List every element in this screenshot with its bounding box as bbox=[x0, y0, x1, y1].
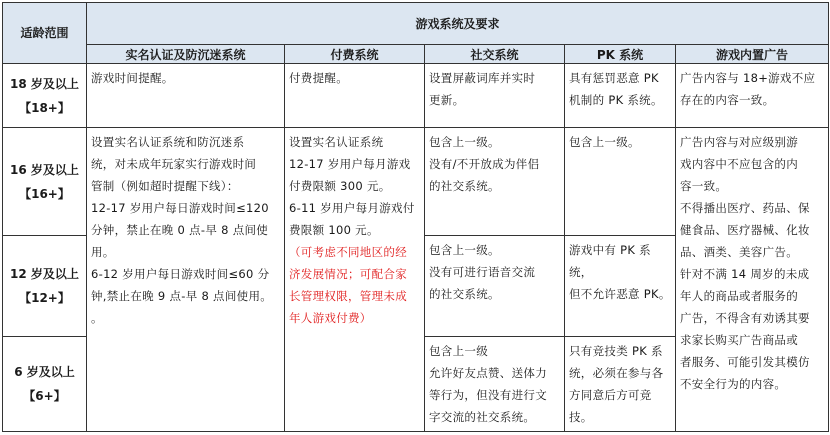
age-tag: 【6+】 bbox=[23, 388, 66, 403]
cell-text: 具有惩罚恶意 PK 机制的 PK 系统。 bbox=[569, 70, 663, 107]
social-cell bbox=[425, 336, 565, 431]
payment-cell bbox=[285, 63, 425, 128]
anti-addiction-cell bbox=[87, 63, 285, 128]
payment-note: （可考虑不同地区的经 济发展情况；可配合家 长管理权限，管理未成 年人游戏付费） bbox=[289, 245, 407, 326]
cell-text: 只有竞技类 PK 系 统，必须在参与各 方同意后方可竞 技。 bbox=[569, 343, 664, 424]
age-tag: 【12+】 bbox=[19, 290, 70, 305]
cell-text: 包含上一级。 没有/不开放成为伴侣 的社交系统。 bbox=[429, 135, 540, 194]
cell-text: 包含上一级。 bbox=[569, 135, 640, 150]
cell-text: 设置实名认证系统 12-17 岁用户每月游戏 付费限额 300 元。 6-11 岁用户每月游戏付 费限额 100 元。 bbox=[289, 135, 415, 238]
system-requirements-header: 游戏系统及要求 bbox=[87, 3, 829, 45]
col-header-anti-addiction: 实名认证及防沉迷系统 bbox=[87, 45, 285, 63]
cell-text: 设置实名认证系统和防沉迷系 统，对未成年玩家实行游戏时间 管制（例如超时提醒下线）： 12-17 岁用户每日游戏时间≤120 分钟，禁止在晚 0 点-早 8 点间使 用。 6-12 岁用户每日游戏时间≤60 分 钟,禁止在晚 9 点-早 8 点间使用。 。 bbox=[91, 135, 273, 326]
anti-addiction-merged-cell bbox=[87, 128, 285, 432]
cell-text: 包含上一级 允许好友点赞、送体力 等行为，但没有进行文 字交流的社交系统。 bbox=[429, 343, 547, 424]
pk-cell bbox=[565, 336, 676, 431]
age-label: 6 岁及以上 bbox=[14, 364, 75, 379]
social-cell bbox=[425, 63, 565, 128]
col-header-ads: 游戏内置广告 bbox=[676, 45, 829, 63]
cell-text: 付费提醒。 bbox=[289, 70, 348, 85]
pk-cell bbox=[565, 235, 676, 336]
age-range-header: 适龄范围 bbox=[3, 3, 87, 64]
requirements-table bbox=[2, 2, 829, 432]
ads-merged-cell bbox=[676, 128, 829, 432]
social-cell bbox=[425, 235, 565, 336]
age-label: 12 岁及以上 bbox=[10, 266, 79, 281]
pk-cell bbox=[565, 63, 676, 128]
cell-text: 广告内容与对应级别游 戏内容中不应包含的内 容一致。 不得播出医疗、药品、保 健食品、医疗器械、化妆 品、酒类、美容广告。 针对不满 14 周岁的未成 年人的商品或者服务的 广告，不得含有劝诱其要 求家长购买广告商品或 者服务、可能引发其模仿 不安全行为的内容。 bbox=[680, 135, 810, 392]
col-header-pk: PK 系统 bbox=[565, 45, 676, 63]
age-label: 18 岁及以上 bbox=[10, 76, 79, 91]
social-cell bbox=[425, 128, 565, 235]
cell-text: 游戏中有 PK 系统， 但不允许恶意 PK。 bbox=[569, 242, 671, 301]
age-tag: 【18+】 bbox=[19, 100, 70, 115]
age-label: 16 岁及以上 bbox=[10, 162, 79, 177]
ads-cell bbox=[676, 63, 829, 128]
age-cell-12 bbox=[3, 235, 87, 336]
age-cell-6 bbox=[3, 336, 87, 431]
age-tag: 【16+】 bbox=[19, 186, 70, 201]
cell-text: 游戏时间提醒。 bbox=[91, 70, 174, 85]
payment-merged-cell bbox=[285, 128, 425, 432]
age-cell-18 bbox=[3, 63, 87, 128]
table-row bbox=[3, 128, 829, 235]
age-cell-16 bbox=[3, 128, 87, 235]
cell-text: 广告内容与 18+游戏不应 存在的内容一致。 bbox=[680, 70, 816, 107]
table-row bbox=[3, 63, 829, 128]
col-header-payment: 付费系统 bbox=[285, 45, 425, 63]
cell-text: 设置屏蔽词库并实时 更新。 bbox=[429, 70, 536, 107]
pk-cell bbox=[565, 128, 676, 235]
cell-text: 包含上一级。 没有可进行语音交流 的社交系统。 bbox=[429, 242, 536, 301]
col-header-social: 社交系统 bbox=[425, 45, 565, 63]
